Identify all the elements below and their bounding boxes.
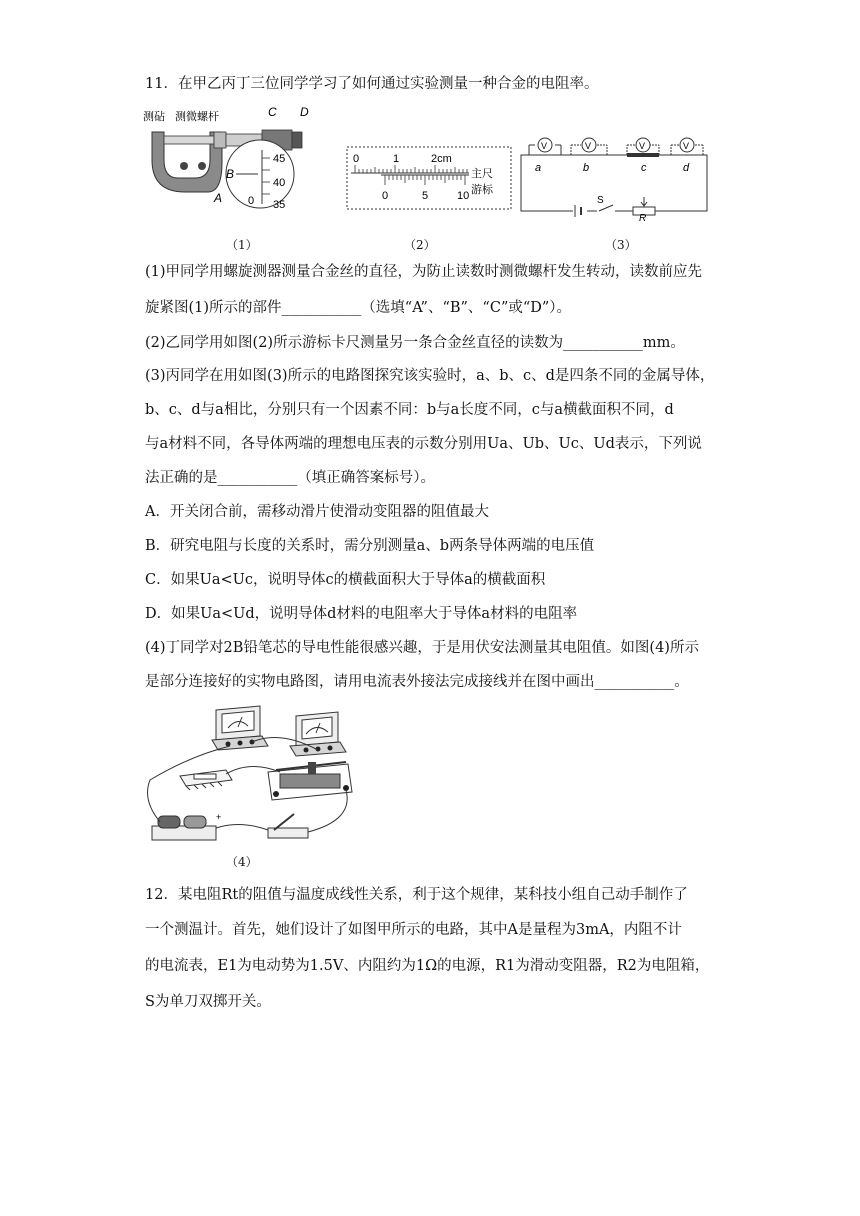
pencil-lead-holder [180, 770, 232, 790]
voltmeter-c [627, 138, 659, 155]
battery-plus: + [216, 812, 222, 822]
q11-option-d: D．如果Ua<Ud，说明导体d材料的电阻率大于导体a材料的电阻率 [145, 606, 578, 622]
conductor-c: c [641, 162, 647, 174]
svg-text:V: V [541, 141, 548, 151]
vernier-5: 5 [422, 190, 429, 202]
vernier-0: 0 [382, 190, 389, 202]
voltmeter-a [529, 138, 561, 155]
figure-1-label: （1） [226, 238, 258, 252]
figure-2-label: （2） [404, 238, 436, 252]
q11-part3-line4: 法正确的是___________（填正确答案标号）。 [145, 470, 435, 486]
label-spindle: 测微螺杆 [175, 111, 219, 123]
main-1: 1 [393, 153, 400, 165]
scale-0: 0 [248, 195, 255, 207]
svg-text:V: V [683, 141, 690, 151]
rheostat-r: R [639, 213, 647, 224]
q12-line4: S为单刀双掷开关。 [145, 994, 271, 1010]
switch-device [268, 814, 308, 838]
q11-part2: (2)乙同学用如图(2)所示游标卡尺测量另一条合金丝直径的读数为___________mm。 [145, 335, 685, 351]
main-2cm: 2cm [431, 153, 452, 165]
figure-1-micrometer [140, 100, 309, 220]
q12-line3: 的电流表，E1为电动势为1.5V、内阻约为1Ω的电源，R1为滑动变阻器，R2为电阻箱， [145, 958, 710, 974]
q11-part3-line1: (3)丙同学在用如图(3)所示的电路图探究该实验时，a、b、c、d是四条不同的金属导体， [145, 368, 715, 384]
main-0: 0 [353, 153, 360, 165]
figure-4-label: （4） [226, 855, 258, 869]
figure-3-circuit [515, 135, 715, 224]
svg-text:V: V [585, 141, 592, 151]
q11-option-a: A．开关闭合前，需移动滑片使滑动变阻器的阻值最大 [145, 504, 489, 520]
vernier-10: 10 [457, 190, 470, 202]
label-d: D [300, 105, 309, 119]
q11-part4-line1: (4)丁同学对2B铅笔芯的导电性能很感兴趣，于是用伏安法测量其电阻值。如图(4)所示 [145, 640, 699, 656]
main-scale-label: 主尺 [471, 168, 493, 180]
scale-45: 45 [273, 153, 286, 165]
voltmeter-b [571, 138, 607, 155]
q12-line2: 一个测温计。首先，她们设计了如图甲所示的电路，其中A是量程为3mA，内阻不计 [145, 922, 682, 938]
conductor-d: d [683, 162, 690, 174]
scale-35: 35 [273, 199, 286, 211]
q11-part3-line2: b、c、d与a相比，分别只有一个因素不同：b与a长度不同，c与a横截面积不同，d [145, 402, 674, 418]
switch-s: S [597, 195, 604, 206]
rheostat-device [268, 762, 352, 800]
q11-stem: 11．在甲乙丙丁三位同学学习了如何通过实验测量一种合金的电阻率。 [145, 76, 599, 92]
q11-part4-line2: 是部分连接好的实物电路图，请用电流表外接法完成接线并在图中画出___________。 [145, 674, 689, 690]
label-c: C [268, 105, 277, 119]
conductor-b: b [583, 162, 590, 174]
figure-4-physical-circuit [140, 700, 355, 848]
scale-40: 40 [273, 177, 286, 189]
label-anvil: 测砧 [143, 111, 165, 123]
q12-line1: 12．某电阻Rt的阻值与温度成线性关系，利于这个规律，某科技小组自己动手制作了 [145, 887, 688, 903]
q11-option-c: C．如果Ua<Uc，说明导体c的横截面积大于导体a的横截面积 [145, 572, 546, 588]
voltmeter-d [671, 138, 703, 155]
vernier-scale-label: 游标 [471, 184, 493, 196]
ammeter-device [212, 706, 268, 750]
figure-2-vernier [345, 145, 515, 213]
voltmeter-device [290, 712, 346, 756]
figure-3-label: （3） [605, 238, 637, 252]
q11-option-b: B．研究电阻与长度的关系时，需分别测量a、b两条导体两端的电压值 [145, 538, 595, 554]
battery-holder [152, 812, 221, 840]
label-a: A [214, 191, 223, 205]
svg-text:V: V [639, 141, 646, 151]
label-b: B [226, 167, 235, 181]
q11-part1-line1: (1)甲同学用螺旋测器测量合金丝的直径，为防止读数时测微螺杆发生转动，读数前应先 [145, 264, 703, 280]
q11-part1-line2: 旋紧图(1)所示的部件___________（选填“A”、“B”、“C”或“D”）。 [145, 300, 572, 316]
conductor-a: a [535, 162, 542, 174]
q11-part3-line3: 与a材料不同，各导体两端的理想电压表的示数分别用Ua、Ub、Uc、Ud表示，下列说 [145, 436, 702, 452]
